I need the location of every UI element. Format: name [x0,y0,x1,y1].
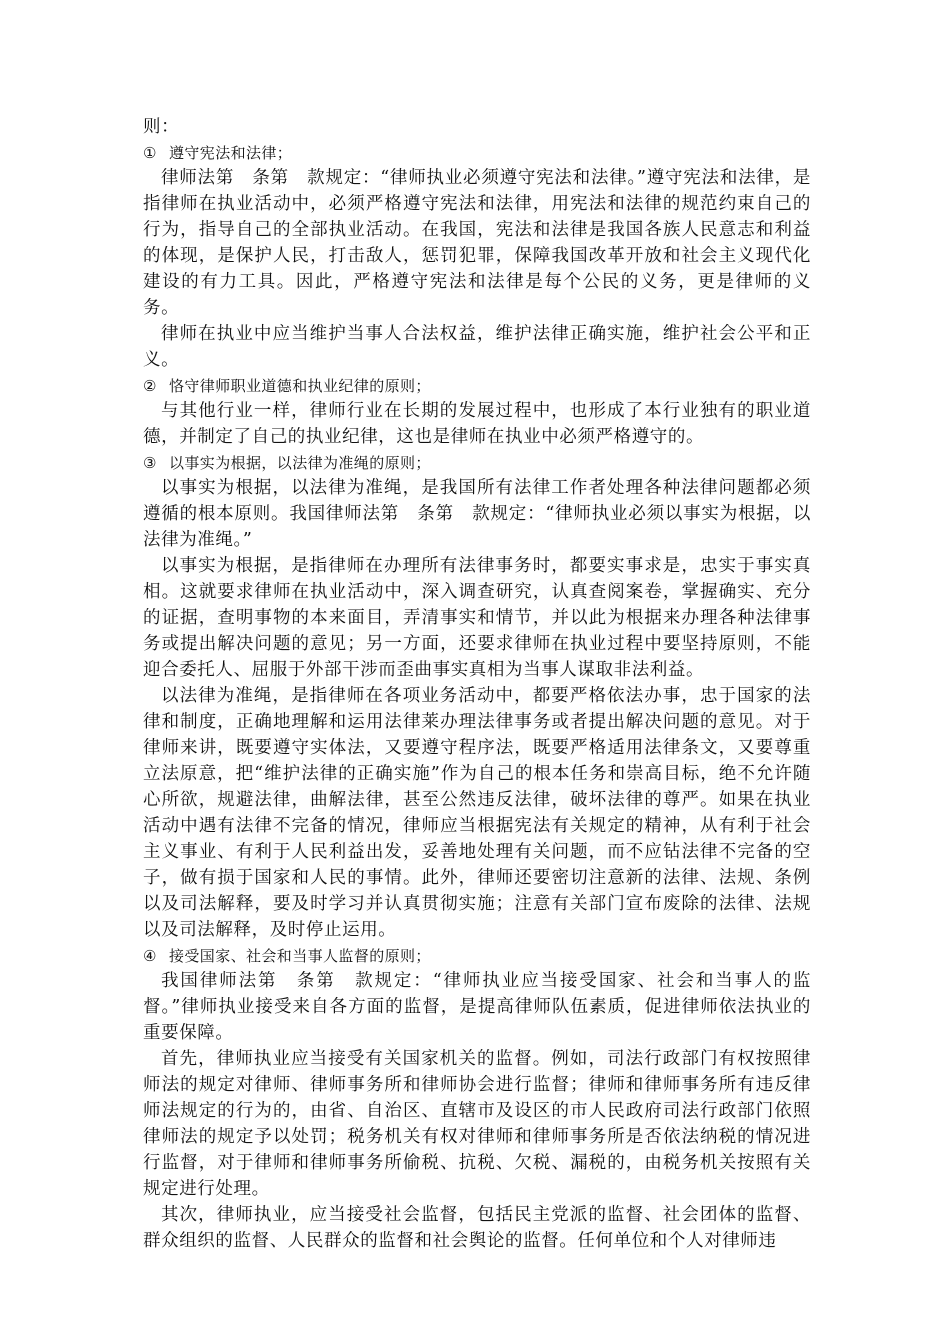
paragraph: 以事实为根据，以法律为准绳，是我国所有法律工作者处理各种法律问题都必须遵循的根本原则。我国律师法第 条第 款规定：“律师执业必须以事实为根据，以法律为准绳。” [143,478,811,550]
paragraph: 以法律为准绳，是指律师在各项业务活动中，都要严格依法办事，忠于国家的法律和制度，正确地理解和运用法律莱办理法律事务或者提出解决问题的意见。对于律师来讲，既要遵守实体法，又要遵守程序法，既要严格适用法律条文，又要尊重立法原意，把“维护法律的正确实施”作为自己的根本任务和崇高目标，绝不允许随心所欲，规避法律，曲解法律，甚至公然违反法律，破坏法律的尊严。如果在执业活动中遇有法律不完备的情况，律师应当根据宪法有关规定的精神，从有利于社会主义事业、有利于人民利益出发，妥善地处理有关问题，而不应钻法律不完备的空子，做有损于国家和人民的事情。此外，律师还要密切注意新的法律、法规、条例以及司法解释，要及时学习并认真贯彻实施；注意有关部门宣布废除的法律、法规以及司法解释，及时停止运用。 [143,686,811,940]
paragraph: 其次，律师执业，应当接受社会监督，包括民主党派的监督、社会团体的监督、群众组织的监督、人民群众的监督和社会舆论的监督。任何单位和个人对律师违 [143,1205,811,1251]
section-marker: ② [143,377,157,395]
section-heading [143,142,811,164]
section-heading [143,452,811,474]
section-heading [143,375,811,397]
paragraph: 首先，律师执业应当接受有关国家机关的监督。例如，司法行政部门有权按照律师法的规定对律师、律师事务所和律师协会进行监督；律师和律师事务所有违反律师法规定的行为的，由省、自治区、直辖市及设区的市人民政府司法行政部门依照律师法的规定予以处罚；税务机关有权对律师和律师事务所是否依法纳税的情况进行监督，对于律师和律师事务所偷税、抗税、欠税、漏税的，由税务机关按照有关规定进行处理。 [143,1049,811,1199]
section-title: 恪守律师职业道德和执业纪律的原则； [169,377,431,395]
paragraph: 我国律师法第 条第 款规定：“律师执业应当接受国家、社会和当事人的监督。”律师执业接受来自各方面的监督，是提高律师队伍素质，促进律师依法执业的重要保障。 [143,971,811,1043]
section-title: 遵守宪法和法律； [169,144,293,162]
section-1 [143,142,811,373]
section-title: 以事实为根据，以法律为准绳的原则； [169,454,431,472]
lead-text: 则： [143,117,180,137]
section-title: 接受国家、社会和当事人监督的原则； [169,947,431,965]
paragraph: 以事实为根据，是指律师在办理所有法律事务时，都要实事求是，忠实于事实真相。这就要求律师在执业活动中，深入调查研究，认真查阅案卷，掌握确实、充分的证据，查明事物的本来面目，弄清事实和情节，并以此为根据来办理各种法律事务或提出解决问题的意见；另一方面，还要求律师在执业过程中要坚持原则，不能迎合委托人、屈服于外部干涉而歪曲事实真相为当事人谋取非法利益。 [143,556,811,680]
document-page [143,114,811,1254]
paragraph: 律师法第 条第 款规定：“律师执业必须遵守宪法和法律。”遵守宪法和法律，是指律师在执业活动中，必须严格遵守宪法和法律，用宪法和法律的规范约束自己的行为，指导自己的全部执业活动。在我国，宪法和法律是我国各族人民意志和利益的体现，是保护人民，打击敌人，惩罚犯罪，保障我国改革开放和社会主义现代化建设的有力工具。因此，严格遵守宪法和法律是每个公民的义务，更是律师的义务。 [143,168,811,318]
section-4 [143,945,811,1254]
section-3 [143,452,811,943]
section-2 [143,375,811,450]
paragraph: 律师在执业中应当维护当事人合法权益，维护法律正确实施，维护社会公平和正义。 [143,324,811,370]
section-marker: ④ [143,947,157,965]
paragraph: 与其他行业一样，律师行业在长期的发展过程中，也形成了本行业独有的职业道德，并制定了自己的执业纪律，这也是律师在执业中必须严格遵守的。 [143,401,811,447]
section-marker: ③ [143,454,157,472]
section-marker: ① [143,144,157,162]
section-heading [143,945,811,967]
